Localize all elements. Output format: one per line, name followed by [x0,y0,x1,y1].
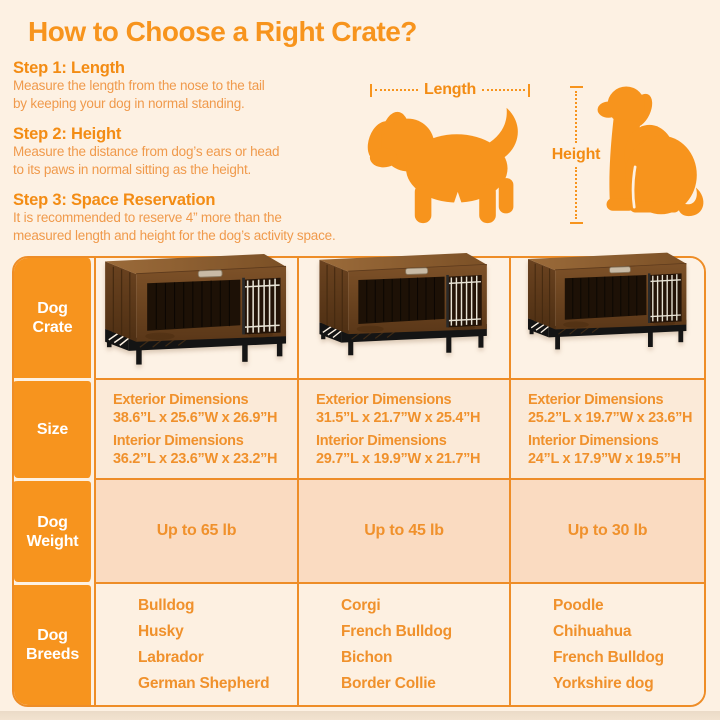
breeds-cell-small [509,582,704,705]
size-cell-medium [297,378,509,478]
weight-cell-medium: Up to 45 lb [297,478,509,582]
dotted-line [375,89,418,91]
crate-cell-medium [297,258,509,378]
step-1-line-2: by keeping your dog in normal standing. [13,95,245,111]
exterior-value: 31.5”L x 21.7”W x 25.4”H [316,409,481,426]
dimension-tick [370,84,372,97]
breed-item: Border Collie [341,674,436,692]
dotted-line [575,91,577,143]
row-header-dog-weight: Dog Weight [14,478,94,582]
step-2-heading: Step 2: Height [13,125,122,143]
step-2-line-1: Measure the distance from dog’s ears or head [13,144,280,159]
wooden-dog-crate-small-image [520,246,696,352]
breed-item: Bichon [341,648,393,666]
exterior-title: Exterior Dimensions [316,391,452,408]
step-3 [13,191,413,244]
dotted-line [482,89,525,91]
breed-item: French Bulldog [341,622,452,640]
interior-title: Interior Dimensions [528,432,659,449]
row-header-dog-crate: Dog Crate [14,258,94,378]
measurement-figure [358,58,720,238]
breed-item: Yorkshire dog [553,674,654,692]
step-3-line-2: measured length and height for the dog’s activity space. [13,227,336,243]
page-title: How to Choose a Right Crate? [28,16,417,47]
crate-comparison-table [12,256,706,707]
breeds-cell-medium [297,582,509,705]
exterior-title: Exterior Dimensions [528,391,664,408]
interior-value: 24”L x 17.9”W x 19.5”H [528,450,681,467]
dimension-tick [570,222,583,224]
exterior-dimensions [113,391,297,427]
breed-item: French Bulldog [553,648,664,666]
weight-cell-small: Up to 30 lb [509,478,704,582]
dimension-tick [570,86,583,88]
row-header-dog-breeds: Dog Breeds [14,582,94,705]
breeds-cell-large [94,582,297,705]
breed-item: Poodle [553,596,604,614]
row-header-size: Size [14,378,94,478]
wooden-dog-crate-large-image [96,246,297,368]
standing-dog-icon [364,102,530,227]
interior-dimensions [528,432,704,468]
exterior-title: Exterior Dimensions [113,391,249,408]
exterior-dimensions [316,391,509,427]
bottom-edge-strip [0,711,720,720]
weight-cell-large: Up to 65 lb [94,478,297,582]
breed-item: German Shepherd [138,674,270,692]
step-1 [13,59,413,112]
dimension-tick [528,84,530,97]
interior-title: Interior Dimensions [113,432,244,449]
interior-value: 29.7”L x 19.9”W x 21.7”H [316,450,481,467]
breed-item: Chihuahua [553,622,632,640]
step-2-line-2: to its paws in normal sitting as the height. [13,161,252,177]
step-1-line-1: Measure the length from the nose to the tail [13,78,265,93]
wooden-dog-crate-medium-image [311,246,497,358]
step-3-heading: Step 3: Space Reservation [13,191,216,209]
exterior-dimensions [528,391,704,427]
dotted-line [575,167,577,219]
interior-value: 36.2”L x 23.6”W x 23.2”H [113,450,278,467]
step-2 [13,125,413,178]
interior-dimensions [113,432,297,468]
step-1-heading: Step 1: Length [13,59,125,77]
height-label: Height [551,146,601,163]
size-cell-large [94,378,297,478]
interior-dimensions [316,432,509,468]
length-dimension-line [370,82,530,98]
sitting-dog-icon [594,82,712,225]
breed-item: Corgi [341,596,381,614]
breed-item: Bulldog [138,596,195,614]
crate-cell-small [509,258,704,378]
breed-item: Labrador [138,648,204,666]
exterior-value: 38.6”L x 25.6”W x 26.9”H [113,409,278,426]
crate-cell-large [94,258,297,378]
interior-title: Interior Dimensions [316,432,447,449]
step-3-line-1: It is recommended to reserve 4” more than the [13,210,282,225]
breed-item: Husky [138,622,184,640]
exterior-value: 25.2”L x 19.7”W x 23.6”H [528,409,693,426]
steps-section [13,59,413,257]
size-cell-small [509,378,704,478]
length-label: Length [423,81,477,98]
